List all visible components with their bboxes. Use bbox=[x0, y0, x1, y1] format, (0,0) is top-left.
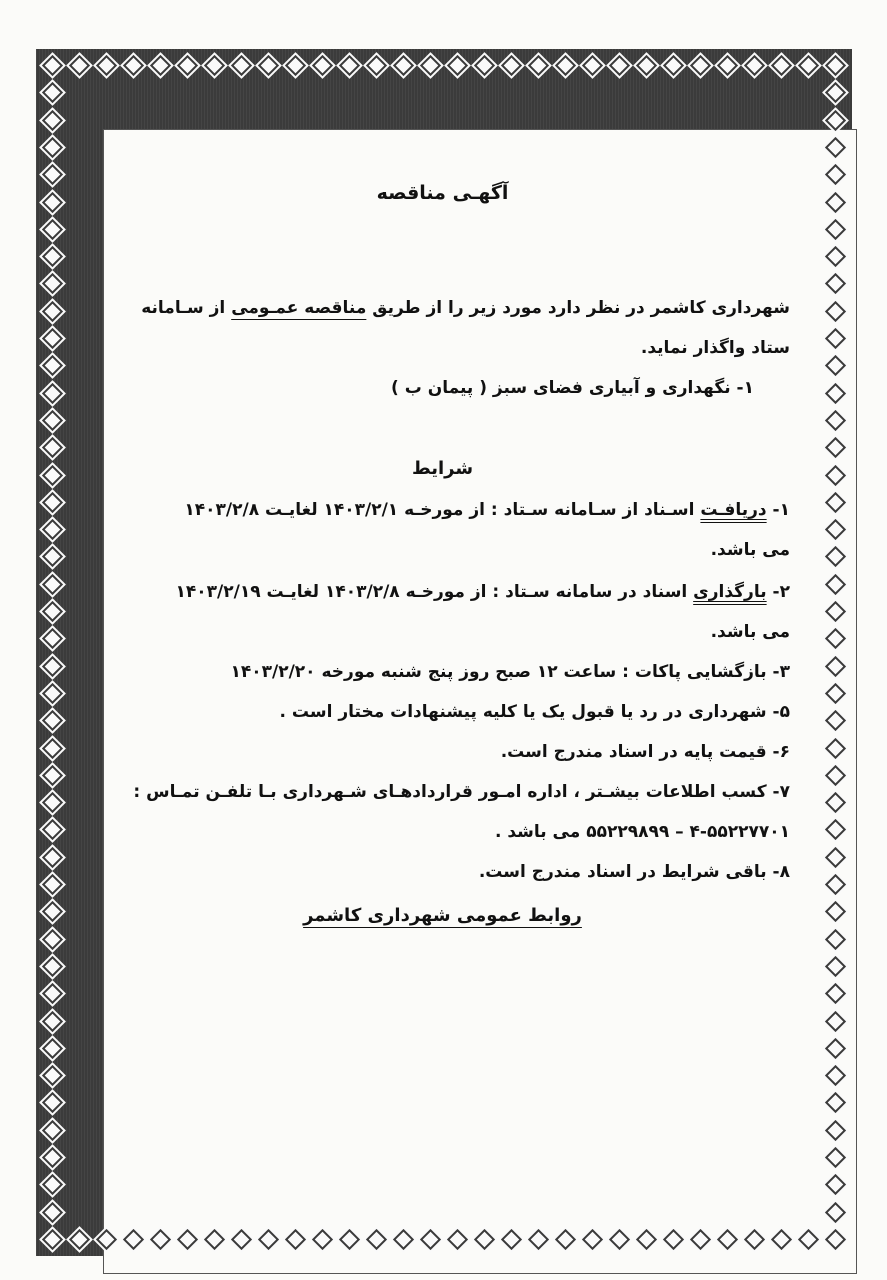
condition-7: ۷- کسب اطلاعات بیشـتر ، اداره امـور قراردادهـای شـهرداری بـا تلفـن تمـاس : bbox=[133, 782, 790, 802]
border-diamond bbox=[474, 55, 495, 76]
border-diamond bbox=[42, 765, 63, 786]
border-diamond bbox=[771, 55, 792, 76]
border-diamond bbox=[42, 1120, 63, 1141]
border-diamond bbox=[42, 1202, 63, 1223]
border-diamond bbox=[42, 137, 63, 158]
conditions-heading: شرایط bbox=[411, 458, 474, 479]
condition-3: ۳- بازگشایی پاکات : ساعت ۱۲ صبح روز پنج شنبه مورخه ۱۴۰۳/۲/۲۰ bbox=[230, 662, 790, 682]
border-diamond bbox=[123, 55, 144, 76]
border-diamond bbox=[42, 191, 63, 212]
border-diamond bbox=[42, 792, 63, 813]
border-diamond bbox=[393, 55, 414, 76]
border-diamond bbox=[447, 55, 468, 76]
condition-2-keyword: بارگذاری bbox=[693, 582, 767, 602]
intro-text-b: از سـامانه bbox=[141, 298, 232, 318]
signature bbox=[95, 905, 790, 926]
border-diamond bbox=[42, 1065, 63, 1086]
condition-8: ۸- باقی شرایط در اسناد مندرج است. bbox=[478, 862, 790, 882]
border-diamond bbox=[42, 464, 63, 485]
border-diamond bbox=[42, 328, 63, 349]
border-diamond bbox=[42, 164, 63, 185]
border-diamond bbox=[42, 1092, 63, 1113]
border-diamond bbox=[825, 55, 846, 76]
border-diamond bbox=[42, 874, 63, 895]
border-diamond bbox=[825, 82, 846, 103]
tender-item-1: ۱- نگهداری و آبیاری فضای سبز ( پیمان ب ) bbox=[391, 378, 754, 398]
border-diamond bbox=[42, 1038, 63, 1059]
border-diamond bbox=[609, 55, 630, 76]
border-diamond bbox=[42, 956, 63, 977]
border-diamond bbox=[177, 55, 198, 76]
border-diamond bbox=[42, 628, 63, 649]
border-diamond bbox=[42, 574, 63, 595]
condition-1-number: ۱- bbox=[766, 500, 790, 520]
border-diamond bbox=[636, 55, 657, 76]
border-diamond bbox=[42, 929, 63, 950]
border-diamond bbox=[42, 492, 63, 513]
condition-1 bbox=[95, 500, 790, 520]
condition-2-number: ۲- bbox=[766, 582, 790, 602]
border-diamond bbox=[339, 55, 360, 76]
border-diamond bbox=[528, 55, 549, 76]
border-diamond bbox=[42, 601, 63, 622]
border-diamond bbox=[825, 109, 846, 130]
intro-line-1 bbox=[95, 298, 790, 318]
condition-2 bbox=[95, 582, 790, 602]
condition-5: ۵- شهرداری در رد یا قبول یک یا کلیه پیشنهادات مختار است . bbox=[279, 702, 790, 722]
condition-1-keyword: دریافـت bbox=[700, 500, 767, 520]
border-diamond bbox=[312, 55, 333, 76]
border-diamond bbox=[42, 983, 63, 1004]
border-diamond bbox=[96, 55, 117, 76]
border-diamond bbox=[42, 683, 63, 704]
border-diamond bbox=[366, 55, 387, 76]
border-diamond bbox=[555, 55, 576, 76]
intro-line-2: ستاد واگذار نماید. bbox=[640, 338, 790, 358]
border-diamond bbox=[42, 1147, 63, 1168]
border-diamond bbox=[717, 55, 738, 76]
condition-1-continuation: می باشد. bbox=[710, 540, 790, 560]
border-diamond bbox=[582, 55, 603, 76]
condition-6: ۶- قیمت پایه در اسناد مندرج است. bbox=[500, 742, 790, 762]
border-diamond bbox=[69, 1229, 90, 1250]
border-diamond bbox=[42, 82, 63, 103]
border-diamond bbox=[42, 737, 63, 758]
border-diamond bbox=[42, 546, 63, 567]
border-diamond bbox=[69, 55, 90, 76]
border-diamond bbox=[285, 55, 306, 76]
border-diamond bbox=[42, 819, 63, 840]
border-diamond bbox=[42, 656, 63, 677]
border-diamond bbox=[42, 1229, 63, 1250]
border-diamond bbox=[42, 519, 63, 540]
border-diamond bbox=[258, 55, 279, 76]
notice-title: آگهـی مناقصه bbox=[376, 182, 509, 204]
border-diamond bbox=[42, 301, 63, 322]
border-diamond bbox=[204, 55, 225, 76]
decorative-border bbox=[36, 49, 852, 1256]
border-diamond bbox=[42, 219, 63, 240]
border-diamond bbox=[42, 710, 63, 731]
border-diamond bbox=[231, 55, 252, 76]
border-diamond bbox=[744, 55, 765, 76]
border-diamond bbox=[42, 437, 63, 458]
border-diamond bbox=[42, 109, 63, 130]
condition-7-phones: ۴-۵۵۲۲۷۷۰۱ – ۵۵۲۲۹۸۹۹ می باشد . bbox=[494, 822, 790, 842]
border-diamond bbox=[42, 55, 63, 76]
border-diamond bbox=[42, 355, 63, 376]
intro-text-a: شهرداری کاشمر در نظر دارد مورد زیر را از طریق bbox=[366, 298, 790, 318]
border-diamond bbox=[42, 847, 63, 868]
border-diamond bbox=[798, 55, 819, 76]
border-diamond bbox=[150, 55, 171, 76]
border-diamond bbox=[42, 901, 63, 922]
intro-tender-type: مناقصه عمـومی bbox=[231, 298, 367, 318]
border-diamond bbox=[42, 1174, 63, 1195]
border-diamond bbox=[663, 55, 684, 76]
border-diamond bbox=[420, 55, 441, 76]
border-diamond bbox=[501, 55, 522, 76]
border-diamond bbox=[42, 246, 63, 267]
border-diamond bbox=[690, 55, 711, 76]
signature-text: روابط عمومی شهرداری کاشمر bbox=[303, 905, 582, 926]
border-diamond bbox=[42, 1010, 63, 1031]
border-diamond bbox=[42, 410, 63, 431]
condition-1-text: اسـناد از سـامانه سـتاد : از مورخـه ۱۴۰۳/۲/۱ لغایـت ۱۴۰۳/۲/۸ bbox=[184, 500, 701, 520]
condition-2-continuation: می باشد. bbox=[710, 622, 790, 642]
border-diamond bbox=[42, 273, 63, 294]
condition-2-text: اسناد در سامانه سـتاد : از مورخـه ۱۴۰۳/۲/۸ لغایـت ۱۴۰۳/۲/۱۹ bbox=[175, 582, 694, 602]
